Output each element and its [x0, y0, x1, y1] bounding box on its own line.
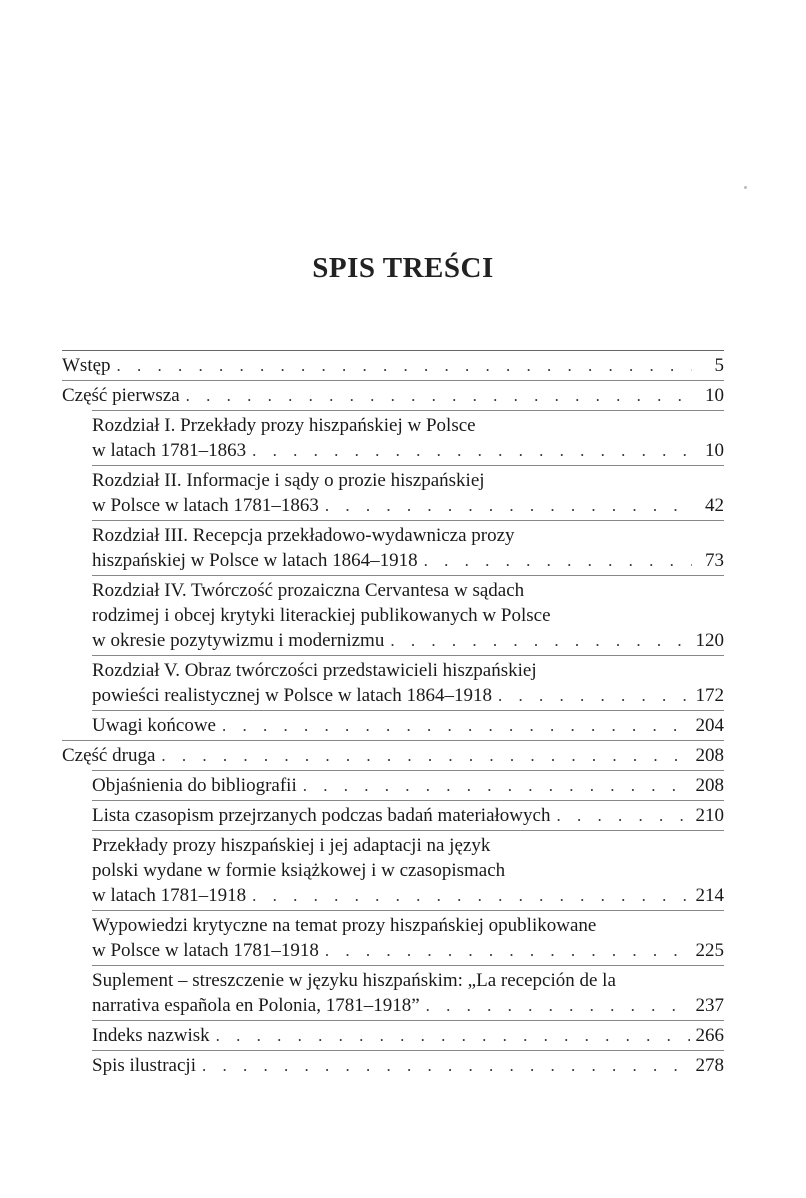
toc-entry-title: narrativa española en Polonia, 1781–1918” [92, 995, 420, 1016]
toc-entry-title: Część druga [62, 745, 156, 766]
toc-leader-line [92, 438, 724, 463]
page-title: SPIS TREŚCI [312, 252, 494, 284]
toc-entry-title: Spis ilustracji [92, 1055, 196, 1076]
toc-entry-title: Indeks nazwisk [92, 1025, 210, 1046]
page-number: 225 [695, 940, 724, 961]
page-number: 237 [695, 995, 724, 1016]
toc-entry-line: polski wydane w formie książkowej i w czasopismach [92, 860, 506, 881]
table-of-contents [62, 350, 724, 1080]
toc-leader-line [92, 803, 724, 828]
page-number: 120 [695, 630, 724, 651]
toc-entry [92, 910, 724, 965]
dot-leader [117, 353, 692, 378]
page-number: 214 [695, 885, 724, 906]
toc-entry-line: Rozdział III. Recepcja przekładowo-wydawnicza prozy [92, 525, 515, 546]
toc-entry-line: Suplement – streszczenie w języku hiszpańskim: „La recepción de la [92, 970, 616, 991]
toc-entry-line: Rozdział I. Przekłady prozy hiszpańskiej w Polsce [92, 415, 476, 436]
toc-entry-line: Wypowiedzi krytyczne na temat prozy hiszpańskiej opublikowane [92, 915, 597, 936]
toc-entry-line: Rozdział II. Informacje i sądy o prozie hiszpańskiej [92, 470, 485, 491]
toc-entry-title: Część pierwsza [62, 385, 180, 406]
paper-speck [744, 186, 747, 189]
toc-entry-title: powieści realistycznej w Polsce w latach 1864–1918 [92, 685, 492, 706]
toc-leader-line [92, 548, 724, 573]
toc-entry [92, 575, 724, 655]
page-number: 208 [695, 775, 724, 796]
dot-leader [252, 438, 692, 463]
toc-leader-line [92, 1053, 724, 1078]
toc-entry-title: w Polsce w latach 1781–1918 [92, 940, 319, 961]
toc-entry [92, 710, 724, 740]
page-number: 10 [705, 385, 724, 406]
toc-entry [92, 410, 724, 465]
toc-leader-line [92, 628, 724, 653]
toc-entry [62, 380, 724, 410]
page-number: 172 [695, 685, 724, 706]
dot-leader [424, 548, 692, 573]
toc-leader-line [92, 883, 724, 908]
dot-leader [216, 1023, 690, 1048]
page-number: 42 [705, 495, 724, 516]
dot-leader [303, 773, 690, 798]
toc-leader-line [92, 683, 724, 708]
page-number: 204 [695, 715, 724, 736]
toc-entry-line: Przekłady prozy hiszpańskiej i jej adaptacji na język [92, 835, 491, 856]
toc-leader-line [92, 773, 724, 798]
toc-entry-title: hiszpańskiej w Polsce w latach 1864–1918 [92, 550, 418, 571]
toc-leader-line [92, 493, 724, 518]
dot-leader [186, 383, 692, 408]
dot-leader [325, 493, 692, 518]
page-number: 266 [695, 1025, 724, 1046]
toc-leader-line [92, 938, 724, 963]
toc-entry-line: rodzimej i obcej krytyki literackiej publikowanych w Polsce [92, 605, 551, 626]
toc-leader-line [92, 993, 724, 1018]
toc-entry [92, 1020, 724, 1050]
dot-leader [252, 883, 689, 908]
toc-leader-line [92, 1023, 724, 1048]
dot-leader [202, 1053, 690, 1078]
dot-leader [426, 993, 690, 1018]
toc-entry [92, 770, 724, 800]
dot-leader [390, 628, 689, 653]
toc-entry-title: Objaśnienia do bibliografii [92, 775, 297, 796]
toc-entry-title: w latach 1781–1918 [92, 885, 247, 906]
toc-entry-title: Wstęp [62, 355, 111, 376]
toc-entry-title: w latach 1781–1863 [92, 440, 247, 461]
dot-leader [556, 803, 689, 828]
dot-leader [325, 938, 690, 963]
page-number: 5 [714, 355, 724, 376]
page-number: 10 [705, 440, 724, 461]
page-number: 208 [695, 745, 724, 766]
dot-leader [222, 713, 690, 738]
toc-entry [92, 465, 724, 520]
toc-entry [62, 350, 724, 380]
toc-entry-title: w Polsce w latach 1781–1863 [92, 495, 319, 516]
dot-leader [498, 683, 690, 708]
toc-entry-line: Rozdział IV. Twórczość prozaiczna Cervantesa w sądach [92, 580, 525, 601]
toc-entry [92, 800, 724, 830]
toc-leader-line [92, 713, 724, 738]
dot-leader [161, 743, 689, 768]
toc-entry [92, 965, 724, 1020]
toc-entry-title: Lista czasopism przejrzanych podczas badań materiałowych [92, 805, 551, 826]
toc-entry-line: Rozdział V. Obraz twórczości przedstawicieli hiszpańskiej [92, 660, 537, 681]
toc-entry-title: Uwagi końcowe [92, 715, 216, 736]
toc-leader-line [62, 383, 724, 408]
toc-entry [92, 520, 724, 575]
toc-entry-title: w okresie pozytywizmu i modernizmu [92, 630, 385, 651]
page-number: 278 [695, 1055, 724, 1076]
page-number: 210 [695, 805, 724, 826]
page-number: 73 [705, 550, 724, 571]
toc-leader-line [62, 743, 724, 768]
toc-entry [92, 830, 724, 910]
toc-leader-line [62, 353, 724, 378]
toc-entry [92, 1050, 724, 1080]
toc-entry [92, 655, 724, 710]
toc-entry [62, 740, 724, 770]
